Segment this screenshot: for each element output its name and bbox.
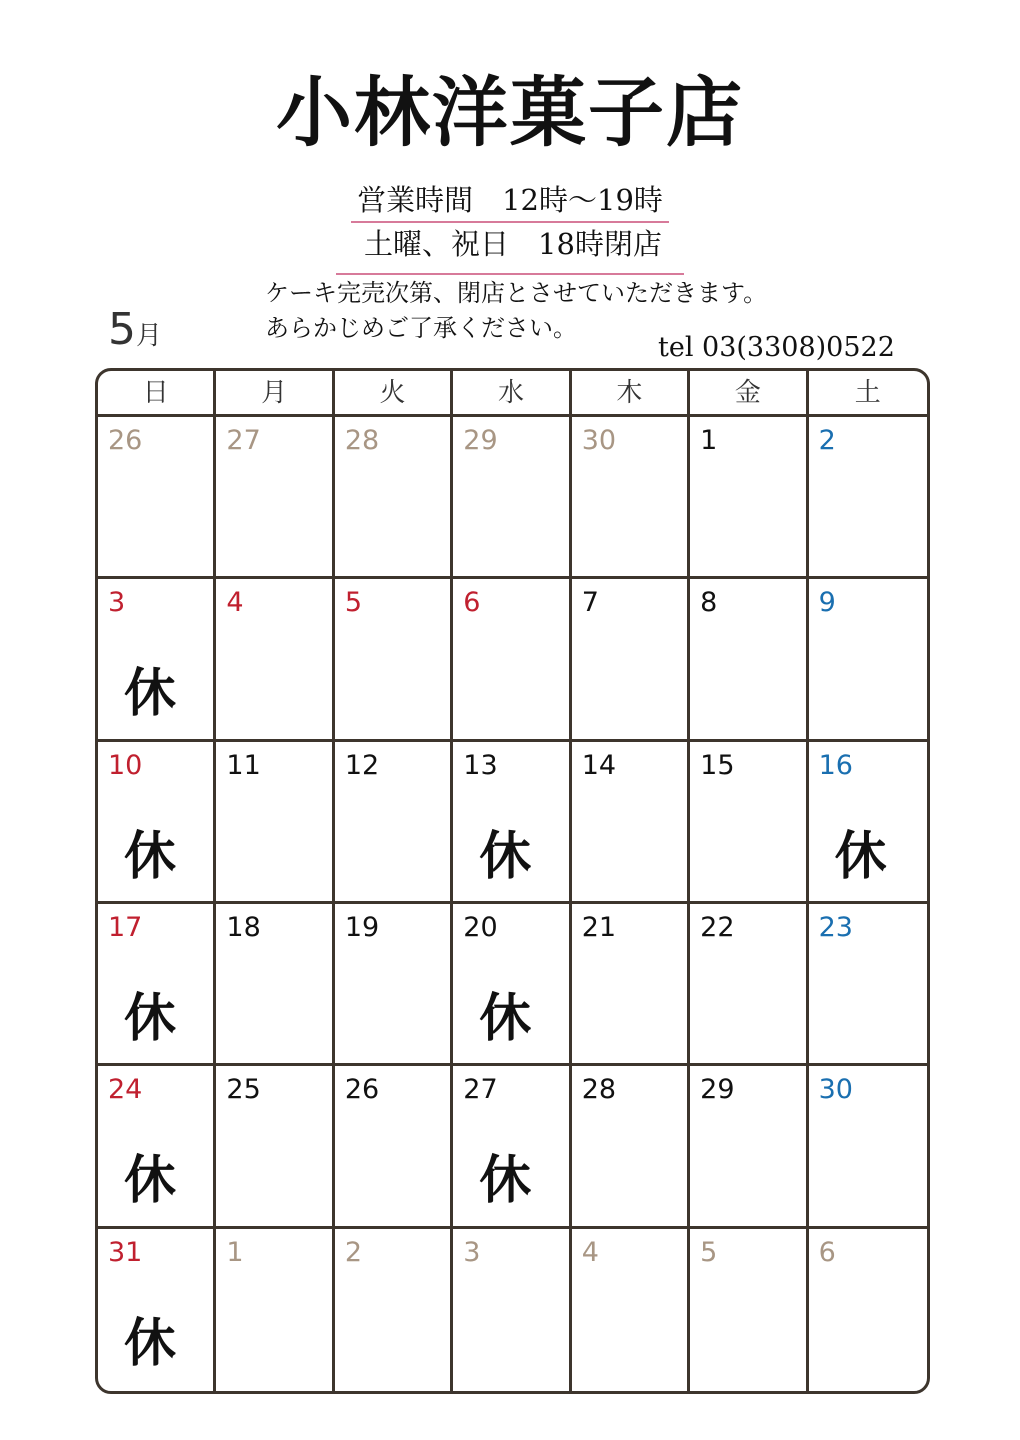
day-number: 2 xyxy=(344,1236,363,1268)
day-cell xyxy=(809,742,927,904)
day-cell xyxy=(98,579,216,741)
day-cell xyxy=(216,742,334,904)
day-cell xyxy=(809,579,927,741)
day-number: 27 xyxy=(226,425,261,456)
day-number: 17 xyxy=(108,911,143,943)
day-cell xyxy=(690,1066,808,1228)
day-number: 2 xyxy=(818,425,836,456)
calendar xyxy=(95,368,930,1394)
day-cell xyxy=(453,742,571,904)
day-number: 19 xyxy=(344,911,380,943)
day-cell xyxy=(572,579,690,741)
day-number: 6 xyxy=(818,1236,836,1268)
day-cell xyxy=(809,1066,927,1228)
day-cell xyxy=(216,579,334,741)
day-number: 5 xyxy=(700,1236,718,1268)
day-cell xyxy=(335,1066,453,1228)
day-number: 15 xyxy=(700,749,735,781)
day-number: 9 xyxy=(818,587,836,619)
day-cell xyxy=(690,1229,808,1391)
day-cell xyxy=(572,742,690,904)
shop-name: 小林洋菓子店 xyxy=(276,68,744,157)
day-cell xyxy=(690,742,808,904)
day-number: 29 xyxy=(463,425,498,456)
day-cell xyxy=(453,904,571,1066)
closed-mark: 休 xyxy=(124,825,177,887)
day-number: 28 xyxy=(344,425,380,456)
day-number: 11 xyxy=(226,749,261,781)
business-hours xyxy=(0,178,1020,223)
day-cell xyxy=(335,579,453,741)
day-cell xyxy=(335,417,453,579)
closed-mark: 休 xyxy=(479,825,532,887)
notice-line-1: ケーキ完売次第、閉店とさせていただきます。 xyxy=(265,279,768,307)
day-number: 1 xyxy=(700,425,718,456)
day-cell xyxy=(216,1229,334,1391)
day-number: 30 xyxy=(818,1074,853,1106)
day-cell xyxy=(453,579,571,741)
telephone: tel 03(3308)0522 xyxy=(658,332,895,363)
day-cell xyxy=(216,417,334,579)
day-number: 25 xyxy=(226,1074,261,1106)
day-cell xyxy=(809,417,927,579)
day-number: 3 xyxy=(108,587,126,619)
notice-line-2: あらかじめご了承ください。 xyxy=(265,314,577,342)
hours-line-1: 営業時間 12時〜19時 xyxy=(351,178,669,223)
day-cell xyxy=(453,1229,571,1391)
calendar-grid xyxy=(98,371,927,1391)
day-number: 4 xyxy=(226,587,244,619)
closed-mark: 休 xyxy=(124,1150,177,1212)
weekday-header: 月 xyxy=(216,371,334,417)
day-number: 18 xyxy=(226,911,261,943)
day-number: 12 xyxy=(344,749,380,781)
day-cell xyxy=(690,417,808,579)
closed-mark: 休 xyxy=(479,1150,532,1212)
closed-mark: 休 xyxy=(124,663,177,725)
closed-mark: 休 xyxy=(479,987,532,1049)
weekday-header: 火 xyxy=(335,371,453,417)
day-number: 14 xyxy=(581,749,617,781)
day-cell xyxy=(453,417,571,579)
day-number: 22 xyxy=(700,911,735,943)
day-cell xyxy=(216,904,334,1066)
day-cell xyxy=(98,742,216,904)
day-number: 31 xyxy=(108,1236,143,1268)
weekday-header: 水 xyxy=(453,371,571,417)
day-cell xyxy=(335,904,453,1066)
day-cell xyxy=(335,1229,453,1391)
day-cell xyxy=(98,904,216,1066)
day-number: 29 xyxy=(700,1074,735,1106)
day-cell xyxy=(572,417,690,579)
day-number: 26 xyxy=(344,1074,380,1106)
day-number: 20 xyxy=(463,911,498,943)
weekday-header: 金 xyxy=(690,371,808,417)
weekday-header: 木 xyxy=(572,371,690,417)
month-number: 5 xyxy=(108,304,136,355)
day-number: 23 xyxy=(818,911,853,943)
month-label xyxy=(108,304,162,355)
weekday-header: 土 xyxy=(809,371,927,417)
month-suffix: 月 xyxy=(136,321,163,351)
day-cell xyxy=(98,417,216,579)
day-cell xyxy=(216,1066,334,1228)
closed-mark: 休 xyxy=(124,987,177,1049)
closed-mark: 休 xyxy=(124,1312,177,1374)
day-cell xyxy=(98,1229,216,1391)
hours-line-2: 土曜、祝日 18時閉店 xyxy=(336,222,684,275)
day-number: 7 xyxy=(581,587,599,619)
day-number: 1 xyxy=(226,1236,244,1268)
day-cell xyxy=(572,1229,690,1391)
day-number: 4 xyxy=(581,1236,599,1268)
day-number: 30 xyxy=(581,425,617,456)
day-cell xyxy=(98,1066,216,1228)
weekend-hours xyxy=(0,222,1020,275)
day-cell xyxy=(690,579,808,741)
day-cell xyxy=(572,904,690,1066)
weekday-header: 日 xyxy=(98,371,216,417)
day-number: 10 xyxy=(108,749,143,781)
day-number: 28 xyxy=(581,1074,617,1106)
day-cell xyxy=(809,1229,927,1391)
day-number: 27 xyxy=(463,1074,498,1106)
day-number: 26 xyxy=(108,425,143,456)
day-cell xyxy=(809,904,927,1066)
day-cell xyxy=(690,904,808,1066)
day-number: 21 xyxy=(581,911,617,943)
day-number: 16 xyxy=(818,749,853,781)
day-number: 5 xyxy=(344,587,363,619)
day-cell xyxy=(335,742,453,904)
day-number: 13 xyxy=(463,749,498,781)
day-number: 24 xyxy=(108,1074,143,1106)
day-number: 3 xyxy=(463,1236,481,1268)
closed-mark: 休 xyxy=(834,825,887,887)
day-cell xyxy=(572,1066,690,1228)
day-number: 6 xyxy=(463,587,481,619)
day-number: 8 xyxy=(700,587,718,619)
day-cell xyxy=(453,1066,571,1228)
